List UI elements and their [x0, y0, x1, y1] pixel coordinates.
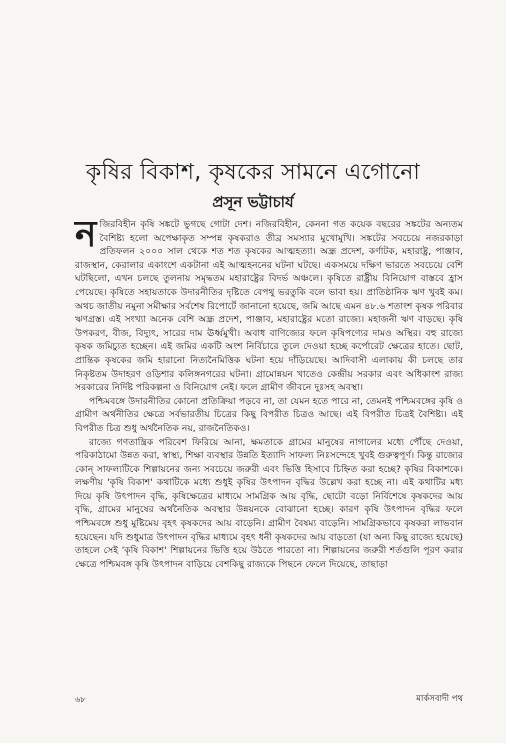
- journal-name: মার্কসবাদী পথ: [416, 694, 463, 704]
- article-title: কৃষির বিকাশ, কৃষকের সামনে এগোনো: [85, 160, 421, 185]
- page-number: ৬৮: [75, 695, 86, 704]
- article-author: প্রসূন ভট্টাচার্য: [212, 193, 294, 211]
- article-body: [75, 214, 463, 571]
- paragraph-3: রাজ্যে গণতান্ত্রিক পরিবেশ ফিরিয়ে আনা, ক্ষমতাকে গ্রামের মানুষের নাগালের মধ্যে পৌঁছে দেওয়া, পরিকাঠামো উন্নত করা, স্বাস্থ্য, শিক্ষা ব্যবস্থার উন্নতি ইত্যাদি সাফল্য নিঃসন্দেহে খুবই গুরুত্বপূর্ণ। কিন্তু রাজ্যের কোন্‌ সাফল্যটিকে শিল্পায়নের জন্য সবচেয়ে জরুরী এবং ভিত্তি হিসাবে চিহ্নিত করা হচ্ছে? কৃষির বিকাশকে। লক্ষণীয় 'কৃষি বিকাশ' কথাটিকে মধ্যে শুধুই কৃষির উৎপাদন বৃদ্ধির উল্লেখ করা হচ্ছে না। এই কথাটির মধ্য দিয়ে কৃষি উৎপাদন বৃদ্ধি, কৃষিক্ষেত্রের মাধ্যমে সামগ্রিক আয় বৃদ্ধি, ছোটো বড়ো নির্বিশেষে কৃষকদের আয় বৃদ্ধি, গ্রামের মানুষের অর্থনৈতিক অবস্থার উন্নয়নকে বোঝানো হচ্ছে। কারণ কৃষি উৎপাদন বৃদ্ধির ফলে পশ্চিমবঙ্গে শুধু মুষ্টিমেয় বৃহৎ কৃষকদের আয় বাড়েনি। গ্রামীণ বৈষম্য বাড়েনি। সামগ্রিকভাবে কৃষকরা লাভবান হয়েছেন। যদি শুধুমাত্র উৎপাদন বৃদ্ধির মাধ্যমে বৃহৎ ধনী কৃষকদের আয় বাড়তো (যা অন্য কিছু রাজ্যে হয়েছে) তাহলে সেই 'কৃষি বিকাশ' শিল্পায়নের ভিত্তি হয়ে উঠতে পারতো না। শিল্পায়নের জরুরী শর্তগুলি পূরণ করার ক্ষেত্রে পশ্চিমবঙ্গ কৃষি উৎপাদন বাড়িয়ে বেশকিছু রাজ্যকে পিছনে ফেলে দিয়েছে, তাছাড়া: [75, 436, 463, 570]
- paragraph-2: পশ্চিমবঙ্গে উদারনীতির কোনো প্রতিক্রিয়া পড়বে না, তা যেমন হতে পারে না, তেমনই পশ্চিমবঙ্গের কৃষি ও গ্রামীণ অর্থনীতির ক্ষেত্রে সর্বভারতীয় চিত্রের কিছু বিপরীত চিত্রও আছে। এই বিপরীত চিত্রই বৈশিষ্ট্য। এই বিপরীত চিত্র শুধু অর্থনৈতিক নয়, রাজনৈতিকও।: [75, 395, 463, 434]
- drop-cap: ন: [75, 214, 97, 255]
- paragraph-1: [75, 214, 463, 395]
- paragraph-1-text: জিরবিহীন কৃষি সঙ্কটে ভুগছে গোটা দেশ। নজিরবিহীন, কেননা গত কয়েক বছরের সঙ্কটের অন্যতম বৈশিষ্ট্য হলো অপেক্ষাকৃত সম্পন্ন কৃষকরাও তীব্র সমস্যার মুখোমুখি। সঙ্কটের সবচেয়ে নজরকাড়া প্রতিফলন ২০০০ সাল থেকে শত শত কৃষকের আত্মহত্যা। অন্ধ্র প্রদেশ, কর্ণাটক, মহারাষ্ট্র, পাঞ্জাব, রাজস্থান, কেরালার একাংশে একটানা এই আত্মহননের ঘটনা ঘটছে। একসময়ে দক্ষিণ ভারতে সবচেয়ে বেশি ঘটছিলো, এখন চলছে তুলনায় সমৃদ্ধতম মহারাষ্ট্রের বিদর্ভ অঞ্চলে। কৃষিতে রাষ্ট্রীয় বিনিয়োগ বাস্তবে হ্রাস পেয়েছে। কৃষিতে সহায়তাকে উদারনীতির দৃষ্টিতে বেপথু ভরতুকি বলে ভাবা হয়। প্রাতিষ্ঠানিক ঋণ খুবই কম। অথচ জাতীয় নমুনা সমীক্ষার সর্বশেষ রিপোর্টে জানানো হয়েছে, জমি আছে এমন ৪৮.৬ শতাংশ কৃষক পরিবার ঋণগ্রস্ত। এই সংখ্যা অনেক বেশি অন্ধ্র প্রদেশ, পাঞ্জাব, মহারাষ্ট্রের মতো রাজ্যে। মহাজনী ঋণ বাড়ছে। কৃষি উপকরণ, বীজ, বিদ্যুৎ, সারের দাম ঊর্ধ্বমুখী। অবাধ বাণিজ্যের ফলে কৃষিপণ্যের দামও অস্থির। বহু রাজ্যে কৃষক জমিচ্যুত হচ্ছেন। এই জমির একটি অংশ নির্বিচারে তুলে দেওয়া হচ্ছে কর্পোরেট ক্ষেত্রের হাতে। ছোট, প্রান্তিক কৃষকের জমি হারানো নিত্যনৈমিত্তিক ঘটনা হয়ে দাঁড়িয়েছে। আদিবাসী এলাকায় কী চলছে তার নিকৃষ্টতম উদাহরণ ওড়িশার কলিঙ্গনগরের ঘটনা। গ্রামোন্নয়ন খাতেও কেন্দ্রীয় সরকার এবং অধিকাংশ রাজ্য সরকারের নির্দিষ্ট পরিকল্পনা ও বিনিয়োগ নেই। ফলে গ্রামীণ জীবনে দুঃসহ অবস্থা।: [75, 219, 463, 394]
